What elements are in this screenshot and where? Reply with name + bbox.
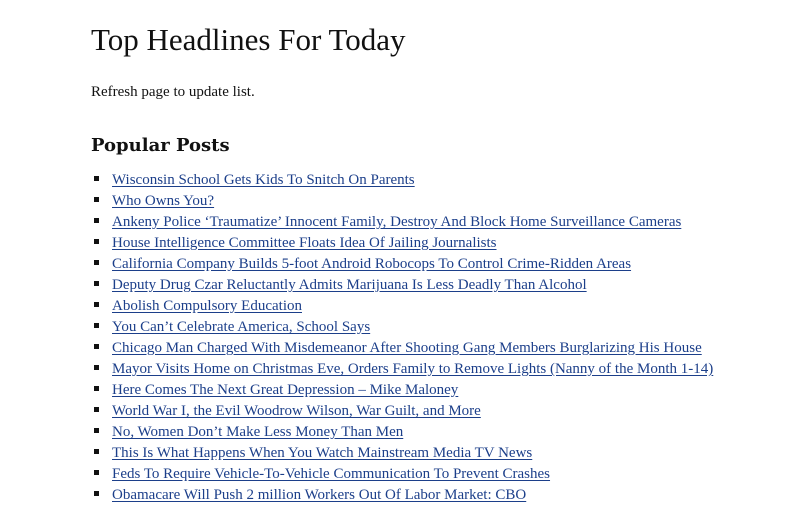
list-item (112, 357, 713, 378)
post-link[interactable]: No, Women Don’t Make Less Money Than Men (112, 424, 404, 440)
bullet-icon (94, 197, 99, 202)
bullet-icon (94, 470, 99, 475)
list-item (112, 399, 713, 420)
list-item (112, 252, 713, 273)
bullet-icon (94, 365, 99, 370)
post-link[interactable]: Abolish Compulsory Education (112, 298, 302, 314)
bullet-icon (94, 428, 99, 433)
popular-posts-list (91, 168, 713, 504)
list-item (112, 441, 713, 462)
post-link[interactable]: Mayor Visits Home on Christmas Eve, Orders Family to Remove Lights (Nanny of the Month 1-14) (112, 361, 714, 377)
post-link[interactable]: World War I, the Evil Woodrow Wilson, War Guilt, and More (112, 403, 481, 419)
post-link[interactable]: Deputy Drug Czar Reluctantly Admits Marijuana Is Less Deadly Than Alcohol (112, 277, 587, 293)
post-link[interactable]: Feds To Require Vehicle-To-Vehicle Communication To Prevent Crashes (112, 466, 551, 482)
post-link[interactable]: Wisconsin School Gets Kids To Snitch On Parents (112, 172, 415, 188)
post-link[interactable]: This Is What Happens When You Watch Mainstream Media TV News (112, 445, 533, 461)
list-item (112, 294, 713, 315)
bullet-icon (94, 344, 99, 349)
bullet-icon (94, 449, 99, 454)
list-item (112, 420, 713, 441)
list-item (112, 336, 713, 357)
post-link[interactable]: Obamacare Will Push 2 million Workers Out Of Labor Market: CBO (112, 487, 527, 503)
bullet-icon (94, 302, 99, 307)
bullet-icon (94, 260, 99, 265)
popular-posts-heading: Popular Posts (91, 135, 230, 156)
bullet-icon (94, 218, 99, 223)
post-link[interactable]: Who Owns You? (112, 193, 215, 209)
bullet-icon (94, 176, 99, 181)
intro-text: Refresh page to update list. (91, 84, 255, 100)
post-link[interactable]: You Can’t Celebrate America, School Says (112, 319, 371, 335)
list-item (112, 189, 713, 210)
list-item (112, 168, 713, 189)
bullet-icon (94, 407, 99, 412)
bullet-icon (94, 281, 99, 286)
list-item (112, 315, 713, 336)
list-item (112, 210, 713, 231)
list-item (112, 231, 713, 252)
bullet-icon (94, 323, 99, 328)
bullet-icon (94, 239, 99, 244)
list-item (112, 378, 713, 399)
list-item (112, 462, 713, 483)
post-link[interactable]: House Intelligence Committee Floats Idea Of Jailing Journalists (112, 235, 497, 251)
page-title: Top Headlines For Today (91, 22, 406, 57)
list-item (112, 273, 713, 294)
bullet-icon (94, 386, 99, 391)
bullet-icon (94, 491, 99, 496)
post-link[interactable]: Here Comes The Next Great Depression – Mike Maloney (112, 382, 459, 398)
list-item (112, 483, 713, 504)
post-link[interactable]: California Company Builds 5-foot Android Robocops To Control Crime-Ridden Areas (112, 256, 632, 272)
post-link[interactable]: Ankeny Police ‘Traumatize’ Innocent Family, Destroy And Block Home Surveillance Cameras (112, 214, 682, 230)
post-link[interactable]: Chicago Man Charged With Misdemeanor After Shooting Gang Members Burglarizing His House (112, 340, 702, 356)
